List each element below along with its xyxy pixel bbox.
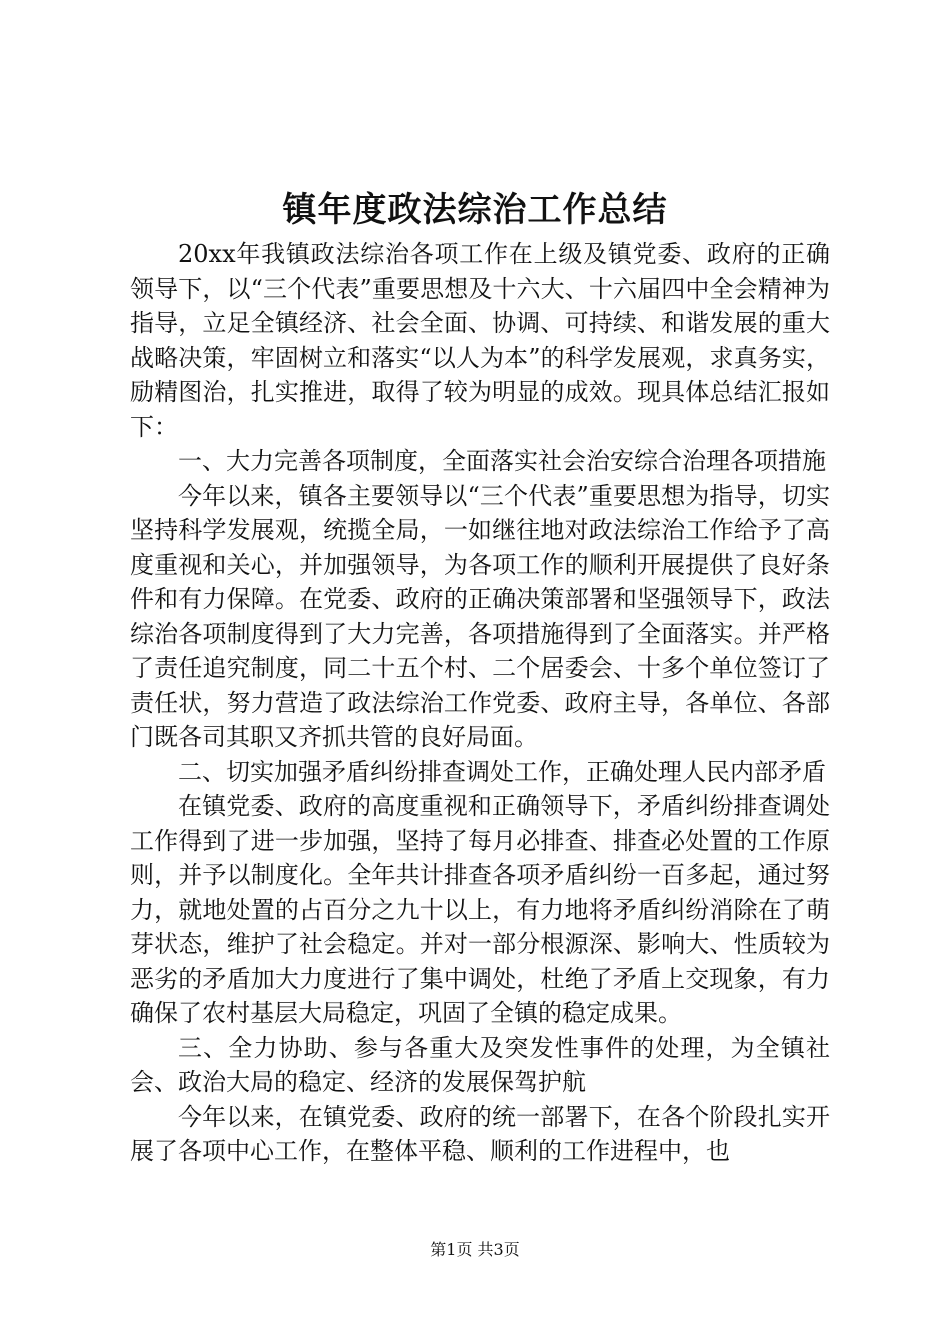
section-heading-2: 二、切实加强矛盾纠纷排查调处工作，正确处理人民内部矛盾	[178, 757, 826, 786]
section-heading-3: 三、全力协助、参与各重大及突发性事件的处理，为全镇社会、政治大局的稳定、经济的发展保驾护航	[130, 1033, 830, 1096]
paragraph-section-3: 今年以来，在镇党委、政府的统一部署下，在各个阶段扎实开展了各项中心工作，在整体平稳、顺利的工作进程中，也	[130, 1102, 830, 1165]
section-heading-1: 一、大力完善各项制度，全面落实社会治安综合治理各项措施	[178, 447, 826, 475]
page-footer: 第1页 共3页	[430, 1240, 520, 1259]
paragraph-section-1: 今年以来，镇各主要领导以“三个代表”重要思想为指导，切实坚持科学发展观，统揽全局，一如继往地对政法综治工作给予了高度重视和关心，并加强领导，为各项工作的顺利开展提供了良好条件和有力保障。在党委、政府的正确决策部署和坚强领导下，政法综治各项制度得到了大力完善，各项措施得到了全面落实。并严格了责任追究制度，同二十五个村、二个居委会、十多个单位签订了责任状，努力营造了政法综治工作党委、政府主导，各单位、各部门既各司其职又齐抓共管的良好局面。	[130, 481, 830, 751]
paragraph-intro: 20xx年我镇政法综治各项工作在上级及镇党委、政府的正确领导下，以“三个代表”重要思想及十六大、十六届四中全会精神为指导，立足全镇经济、社会全面、协调、可持续、和谐发展的重大战略决策，牢固树立和落实“以人为本”的科学发展观，求真务实，励精图治，扎实推进，取得了较为明显的成效。现具体总结汇报如下：	[130, 240, 830, 441]
document-title: 镇年度政法综治工作总结	[282, 190, 668, 230]
document-body	[130, 237, 830, 1169]
paragraph-section-2: 在镇党委、政府的高度重视和正确领导下，矛盾纠纷排查调处工作得到了进一步加强，坚持了每月必排查、排查必处置的工作原则，并予以制度化。全年共计排查各项矛盾纠纷一百多起，通过努力，就地处置的占百分之九十以上，有力地将矛盾纠纷消除在了萌芽状态，维护了社会稳定。并对一部分根源深、影响大、性质较为恶劣的矛盾加大力度进行了集中调处，杜绝了矛盾上交现象，有力确保了农村基层大局稳定，巩固了全镇的稳定成果。	[130, 792, 830, 1027]
